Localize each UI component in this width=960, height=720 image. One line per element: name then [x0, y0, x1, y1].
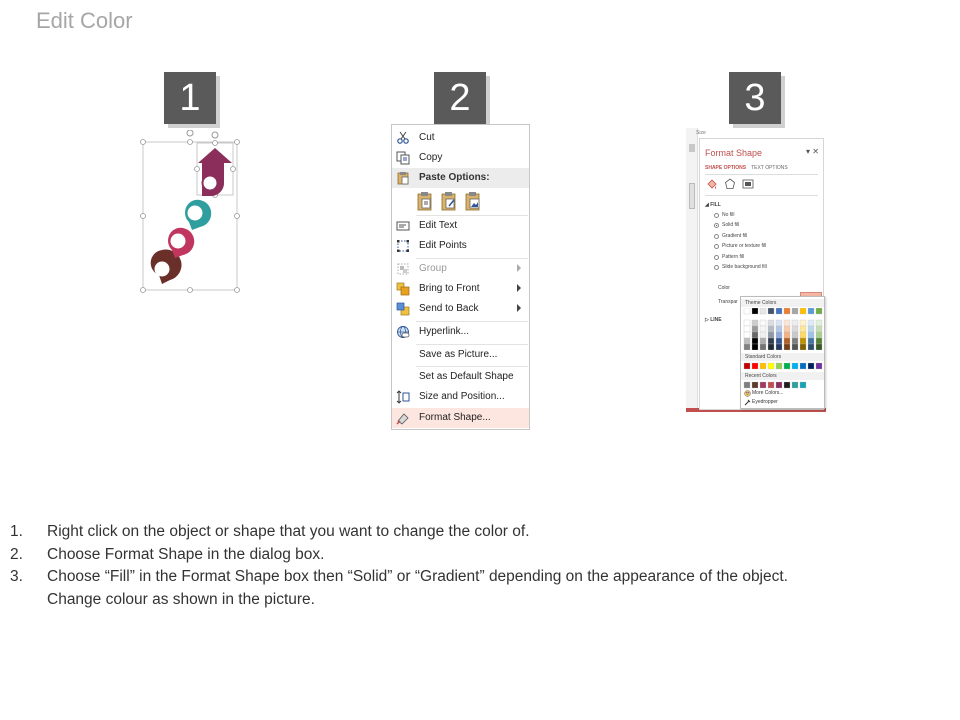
brown-segment-hole [155, 262, 170, 277]
edit-points-icon [396, 239, 410, 253]
tab-shape-options[interactable]: SHAPE OPTIONS [705, 165, 747, 171]
theme-color-swatch[interactable] [752, 320, 758, 326]
theme-color-swatch[interactable] [808, 344, 814, 350]
submenu-arrow-icon [517, 284, 521, 292]
menu-item-label: Bring to Front [419, 283, 480, 294]
radio-picture-fill[interactable] [714, 244, 719, 249]
chain-shape-graphic [140, 130, 240, 295]
rotate-handle-outer [187, 130, 193, 136]
fill-section-header[interactable]: ◢ FILL [705, 202, 721, 208]
menu-item-size-and-position[interactable] [392, 387, 529, 407]
theme-color-swatch[interactable] [792, 308, 798, 314]
theme-color-swatch[interactable] [800, 344, 806, 350]
page-title: Edit Color [36, 8, 133, 33]
theme-color-swatch[interactable] [776, 344, 782, 350]
instruction-number: 2. [10, 545, 23, 563]
format-shape-icon [396, 411, 410, 425]
theme-color-swatch[interactable] [784, 326, 790, 332]
radio-slide-background-fill[interactable] [714, 265, 719, 270]
color-label: Color [718, 285, 730, 291]
standard-color-swatch[interactable] [744, 363, 750, 369]
theme-color-swatch[interactable] [800, 320, 806, 326]
recent-color-swatch[interactable] [776, 382, 782, 388]
fill-option-label: Solid fill [722, 222, 740, 228]
scissors-icon [396, 131, 410, 145]
recent-color-row[interactable] [741, 381, 826, 389]
radio-pattern-fill[interactable] [714, 255, 719, 260]
theme-color-swatch[interactable] [768, 320, 774, 326]
transparency-label: Transpar [718, 299, 738, 305]
theme-color-swatch[interactable] [744, 344, 750, 350]
menu-item-group [392, 259, 529, 279]
theme-color-swatch[interactable] [792, 326, 798, 332]
theme-color-swatch[interactable] [768, 332, 774, 338]
menu-item-label: Hyperlink... [419, 326, 470, 337]
bring-front-icon [396, 282, 410, 296]
instruction-text: Right click on the object or shape that you want to change the color of. [47, 523, 530, 540]
theme-color-swatch[interactable] [792, 332, 798, 338]
theme-color-grid[interactable] [741, 308, 826, 350]
theme-color-swatch[interactable] [816, 308, 822, 314]
theme-color-swatch[interactable] [752, 332, 758, 338]
menu-item-label: Group [419, 263, 447, 274]
menu-item-label: Edit Text [419, 220, 458, 231]
fill-option-label: Pattern fill [722, 254, 745, 260]
eyedropper-link[interactable]: Eyedropper [752, 399, 778, 405]
theme-color-swatch[interactable] [776, 320, 782, 326]
step-badge-3: 3 [729, 72, 781, 124]
theme-color-swatch[interactable] [776, 308, 782, 314]
hyperlink-icon [396, 325, 410, 339]
recent-color-swatch[interactable] [784, 382, 790, 388]
theme-color-swatch[interactable] [792, 338, 798, 344]
menu-item-label: Paste Options: [419, 172, 490, 183]
scrollbar-track-thumb[interactable] [689, 183, 695, 209]
recent-color-swatch[interactable] [760, 382, 766, 388]
theme-color-swatch[interactable] [752, 338, 758, 344]
theme-color-swatch[interactable] [792, 320, 798, 326]
standard-color-swatch[interactable] [768, 363, 774, 369]
recent-color-swatch[interactable] [768, 382, 774, 388]
theme-color-swatch[interactable] [784, 320, 790, 326]
submenu-arrow-icon [517, 264, 521, 272]
pane-close-icon[interactable]: ▾ ✕ [806, 147, 819, 156]
ruler-label: Size [696, 130, 706, 136]
theme-color-swatch[interactable] [744, 320, 750, 326]
theme-color-swatch[interactable] [816, 332, 822, 338]
line-section-header[interactable]: ▷ LINE [705, 317, 722, 323]
ruler-strip [686, 128, 706, 412]
standard-color-swatch[interactable] [792, 363, 798, 369]
theme-color-swatch[interactable] [792, 344, 798, 350]
recent-color-swatch[interactable] [792, 382, 798, 388]
teal-segment-hole [188, 206, 203, 221]
theme-color-swatch[interactable] [816, 344, 822, 350]
theme-color-swatch[interactable] [808, 320, 814, 326]
menu-item-copy[interactable] [392, 148, 529, 168]
effects-icon[interactable] [724, 178, 736, 190]
theme-color-swatch[interactable] [808, 332, 814, 338]
standard-color-swatch[interactable] [776, 363, 782, 369]
color-palette-dropdown [740, 296, 825, 409]
theme-color-swatch[interactable] [752, 308, 758, 314]
menu-item-label: Cut [419, 132, 435, 143]
menu-item-edit-text[interactable] [392, 216, 529, 236]
theme-color-swatch[interactable] [784, 338, 790, 344]
theme-color-swatch[interactable] [760, 320, 766, 326]
menu-item-cut[interactable] [392, 128, 529, 148]
group-icon [396, 262, 410, 276]
send-back-icon [396, 302, 410, 316]
standard-color-swatch[interactable] [760, 363, 766, 369]
menu-item-label: Send to Back [419, 303, 479, 314]
standard-color-row[interactable] [741, 362, 826, 370]
menu-item-label: Format Shape... [419, 412, 491, 423]
theme-color-swatch[interactable] [760, 332, 766, 338]
theme-color-swatch[interactable] [808, 308, 814, 314]
tab-divider [705, 174, 818, 175]
theme-color-swatch[interactable] [784, 344, 790, 350]
theme-color-swatch[interactable] [776, 338, 782, 344]
theme-color-swatch[interactable] [760, 338, 766, 344]
instruction-text: Choose “Fill” in the Format Shape box then “Solid” or “Gradient” depending on the appearance of the object. [47, 568, 788, 585]
theme-color-swatch[interactable] [744, 332, 750, 338]
instruction-number: 3. [10, 568, 23, 585]
theme-color-swatch[interactable] [768, 344, 774, 350]
selected-shape-group[interactable] [140, 130, 240, 295]
theme-color-swatch[interactable] [800, 326, 806, 332]
instruction-item [10, 589, 950, 612]
menu-item-set-default-shape[interactable] [392, 367, 529, 387]
paste-keep-source-formatting-icon[interactable] [440, 191, 458, 211]
palette-standard-header: Standard Colors [741, 353, 824, 361]
scrollbar-thumb[interactable] [689, 144, 695, 152]
paste-picture-icon[interactable] [464, 191, 482, 211]
icons-divider [705, 195, 818, 196]
menu-item-save-as-picture[interactable] [392, 345, 529, 365]
instruction-list [10, 521, 950, 611]
menu-item-send-to-back[interactable] [392, 299, 529, 319]
fill-option-label: Picture or texture fill [722, 243, 767, 249]
theme-color-swatch[interactable] [744, 308, 750, 314]
fill-option-label: Slide background fill [722, 264, 767, 270]
shape-option-icons [706, 178, 766, 190]
instruction-number: 1. [10, 523, 23, 540]
theme-color-swatch[interactable] [760, 326, 766, 332]
theme-color-swatch[interactable] [760, 344, 766, 350]
theme-color-swatch[interactable] [776, 326, 782, 332]
menu-item-bring-to-front[interactable] [392, 279, 529, 299]
radio-no-fill[interactable] [714, 213, 719, 218]
recent-color-swatch[interactable] [752, 382, 758, 388]
menu-item-hyperlink[interactable] [392, 322, 529, 342]
size-position-icon [396, 390, 410, 404]
instruction-text: Choose Format Shape in the dialog box. [47, 545, 325, 563]
standard-color-swatch[interactable] [816, 363, 822, 369]
menu-item-edit-points[interactable] [392, 236, 529, 256]
theme-color-swatch[interactable] [752, 326, 758, 332]
theme-color-swatch[interactable] [784, 332, 790, 338]
theme-color-swatch[interactable] [808, 326, 814, 332]
menu-item-label: Edit Points [419, 240, 467, 251]
theme-color-swatch[interactable] [776, 332, 782, 338]
radio-gradient-fill[interactable] [714, 234, 719, 239]
edit-text-icon [396, 219, 410, 233]
context-menu [391, 124, 530, 430]
menu-item-label: Set as Default Shape [419, 371, 514, 382]
menu-header-paste-options [392, 168, 529, 188]
standard-color-swatch[interactable] [808, 363, 814, 369]
theme-color-swatch[interactable] [752, 344, 758, 350]
recent-color-swatch[interactable] [744, 382, 750, 388]
menu-item-label: Save as Picture... [419, 349, 498, 360]
menu-item-label: Copy [419, 152, 443, 163]
pane-title: Format Shape [705, 148, 763, 158]
size-properties-icon[interactable] [742, 178, 754, 190]
theme-color-swatch[interactable] [800, 332, 806, 338]
theme-color-swatch[interactable] [800, 338, 806, 344]
pane-tabs [705, 165, 788, 171]
paste-icon [396, 171, 410, 185]
theme-color-swatch[interactable] [808, 338, 814, 344]
theme-color-swatch[interactable] [784, 308, 790, 314]
theme-color-swatch[interactable] [744, 338, 750, 344]
palette-recent-header: Recent Colors [741, 372, 824, 380]
theme-color-swatch[interactable] [768, 326, 774, 332]
theme-color-swatch[interactable] [816, 338, 822, 344]
menu-item-label: Size and Position... [419, 391, 505, 402]
radio-solid-fill[interactable] [714, 223, 719, 228]
palette-theme-header: Theme Colors [741, 299, 824, 307]
theme-color-swatch[interactable] [800, 308, 806, 314]
more-colors-link[interactable]: More Colors... [752, 390, 784, 396]
step-badge-1: 1 [164, 72, 216, 124]
theme-color-swatch[interactable] [768, 338, 774, 344]
paste-options-row [416, 189, 516, 213]
standard-color-swatch[interactable] [752, 363, 758, 369]
arrow-segment-hole [203, 176, 218, 191]
instruction-item [10, 521, 950, 544]
eyedropper-icon [744, 399, 751, 406]
theme-color-swatch[interactable] [744, 326, 750, 332]
instruction-item [10, 566, 950, 589]
copy-icon [396, 151, 410, 165]
theme-color-swatch[interactable] [816, 326, 822, 332]
standard-color-swatch[interactable] [784, 363, 790, 369]
submenu-arrow-icon [517, 304, 521, 312]
fill-line-icon[interactable] [706, 178, 718, 190]
instruction-item [10, 544, 950, 567]
paste-use-destination-theme-icon[interactable] [416, 191, 434, 211]
theme-color-swatch[interactable] [768, 308, 774, 314]
menu-item-format-shape[interactable] [392, 408, 529, 428]
standard-color-swatch[interactable] [800, 363, 806, 369]
rotate-handle-inner [212, 132, 218, 138]
fill-option-label: Gradient fill [722, 233, 748, 239]
step-badge-2: 2 [434, 72, 486, 124]
instruction-text: Change colour as shown in the picture. [47, 590, 315, 608]
pink-segment-hole [171, 234, 186, 249]
theme-color-swatch[interactable] [816, 320, 822, 326]
recent-color-swatch[interactable] [800, 382, 806, 388]
fill-option-label: No fill [722, 212, 735, 218]
more-colors-icon [744, 390, 751, 397]
theme-color-swatch[interactable] [760, 308, 766, 314]
tab-text-options[interactable]: TEXT OPTIONS [751, 165, 788, 171]
